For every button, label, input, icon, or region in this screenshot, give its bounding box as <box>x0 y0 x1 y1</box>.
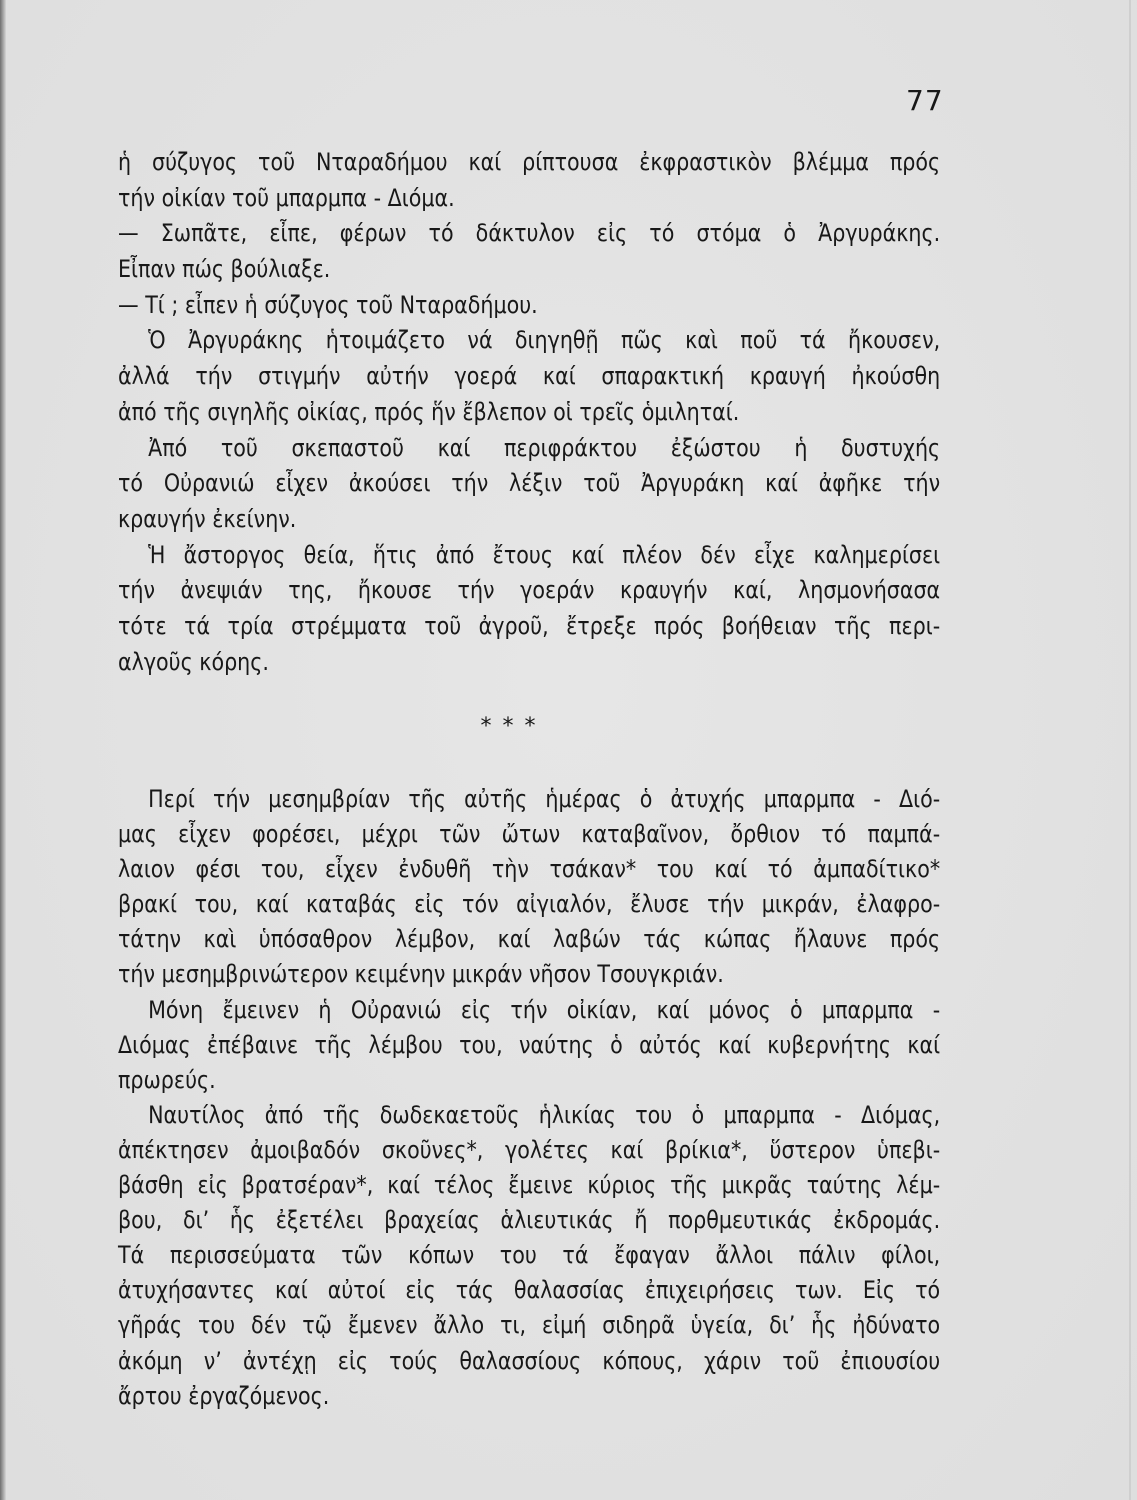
text-block-before-break <box>118 145 1074 680</box>
text-line: ἀτυχήσαντες καί αὐτοί εἰς τάς θαλασσίας ἐπιχειρήσεις των. Εἰς τό <box>118 1276 941 1305</box>
text-line: κραυγήν ἐκείνην. <box>118 504 297 533</box>
paragraph <box>118 993 1074 1098</box>
section-separator: * * * <box>480 714 538 739</box>
paragraph <box>118 431 1074 538</box>
text-line: τότε τά τρία στρέμματα τοῦ ἀγροῦ, ἔτρεξε πρός βοήθειαν τῆς περι- <box>118 611 941 640</box>
dialogue-paragraph <box>118 288 1074 324</box>
text-line: βρακί του, καί καταβάς εἰς τόν αἰγιαλόν, ἔλυσε τήν μικράν, ἐλαφρο- <box>118 890 941 919</box>
paragraph <box>118 538 1074 681</box>
text-line: ἡ σύζυγος τοῦ Νταραδήμου καί ρίπτουσα ἐκφραστικὸν βλέμμα πρός <box>118 148 941 176</box>
text-line: βάσθη εἰς βρατσέραν*, καί τέλος ἔμεινε κύριος τῆς μικρᾶς ταύτης λέμ- <box>118 1171 941 1200</box>
text-line: ἀκόμη ν’ ἀντέχῃ εἰς τούς θαλασσίους κόπους, χάριν τοῦ ἐπιουσίου <box>118 1346 941 1375</box>
text-line: — Σωπᾶτε, εἶπε, φέρων τό δάκτυλον εἰς τό στόμα ὁ Ἀργυράκης. <box>118 219 941 248</box>
text-line: λαιον φέσι του, εἶχεν ἐνδυθῆ τὴν τσάκαν* του καί τό ἀμπαδίτικο* <box>118 855 941 884</box>
text-line: ἄρτου ἐργαζόμενος. <box>118 1381 330 1410</box>
text-line: Εἶπαν πώς βούλιαξε. <box>118 255 331 284</box>
text-line: Διόμας ἐπέβαινε τῆς λέμβου του, ναύτης ὁ αὐτός καί κυβερνήτης καί <box>118 1030 941 1059</box>
text-line: πρωρεύς. <box>118 1065 216 1094</box>
text-line: ἀπό τῆς σιγηλῆς οἰκίας, πρός ἥν ἔβλεπον οἱ τρεῖς ὁμιληταί. <box>118 397 740 426</box>
text-line: Ἀπό τοῦ σκεπαστοῦ καί περιφράκτου ἐξώστου ἡ δυστυχής <box>148 433 941 462</box>
paragraph <box>118 145 1074 216</box>
text-line: τό Οὐρανιώ εἶχεν ἀκούσει τήν λέξιν τοῦ Ἀργυράκη καί ἀφῆκε τήν <box>118 469 941 498</box>
paragraph <box>118 323 1074 430</box>
text-line: — Τί ; εἶπεν ἡ σύζυγος τοῦ Νταραδήμου. <box>118 290 538 319</box>
text-block-after-break <box>118 782 1074 1414</box>
text-line: Τά περισσεύματα τῶν κόπων του τά ἔφαγαν ἄλλοι πάλιν φίλοι, <box>118 1241 941 1270</box>
text-line: Περί τήν μεσημβρίαν τῆς αὐτῆς ἡμέρας ὁ ἀτυχής μπαρμπα - Διό- <box>148 785 941 813</box>
text-line: τήν μεσημβρινώτερον κειμένην μικράν νῆσον Τσουγκριάν. <box>118 960 724 989</box>
text-line: τήν ἀνεψιάν της, ἤκουσε τήν γοεράν κραυγήν καί, λησμονήσασα <box>118 576 941 605</box>
text-line: μας εἶχεν φορέσει, μέχρι τῶν ὤτων καταβαῖνον, ὄρθιον τό παμπά- <box>118 820 941 849</box>
dialogue-paragraph <box>118 216 1074 287</box>
text-line: Ναυτίλος ἀπό τῆς δωδεκαετοῦς ἡλικίας του ὁ μπαρμπα - Διόμας, <box>148 1100 941 1129</box>
text-line: τήν οἰκίαν τοῦ μπαρμπα - Διόμα. <box>118 183 455 212</box>
page-number: 77 <box>906 84 944 117</box>
paragraph <box>118 1098 1074 1414</box>
text-line: τάτην καὶ ὑπόσαθρον λέμβον, καί λαβών τάς κώπας ἤλαυνε πρός <box>118 925 941 954</box>
text-line: ἀπέκτησεν ἀμοιβαδόν σκοῦνες*, γολέτες καί βρίκια*, ὕστερον ὑπεβι- <box>118 1135 941 1164</box>
text-line: Μόνη ἔμεινεν ἡ Οὐρανιώ εἰς τήν οἰκίαν, καί μόνος ὁ μπαρμπα - <box>148 995 941 1024</box>
text-line: Ἡ ἄστοργος θεία, ἥτις ἀπό ἔτους καί πλέον δέν εἶχε καλημερίσει <box>148 540 941 569</box>
text-line: γῆράς του δέν τῷ ἔμενεν ἄλλο τι, εἰμή σιδηρᾶ ὑγεία, δι’ ἧς ἠδύνατο <box>118 1311 941 1340</box>
text-line: βου, δι’ ἧς ἐξετέλει βραχείας ἁλιευτικάς ἤ πορθμευτικάς ἐκδρομάς. <box>118 1206 941 1235</box>
text-line: ἀλλά τήν στιγμήν αὐτήν γοερά καί σπαρακτική κραυγή ἠκούσθη <box>118 362 941 391</box>
text-line: Ὁ Ἀργυράκης ἡτοιμάζετο νά διηγηθῇ πῶς καὶ ποῦ τά ἤκουσεν, <box>148 326 941 355</box>
text-line: αλγοῦς κόρης. <box>118 647 269 676</box>
paragraph <box>118 782 1074 993</box>
